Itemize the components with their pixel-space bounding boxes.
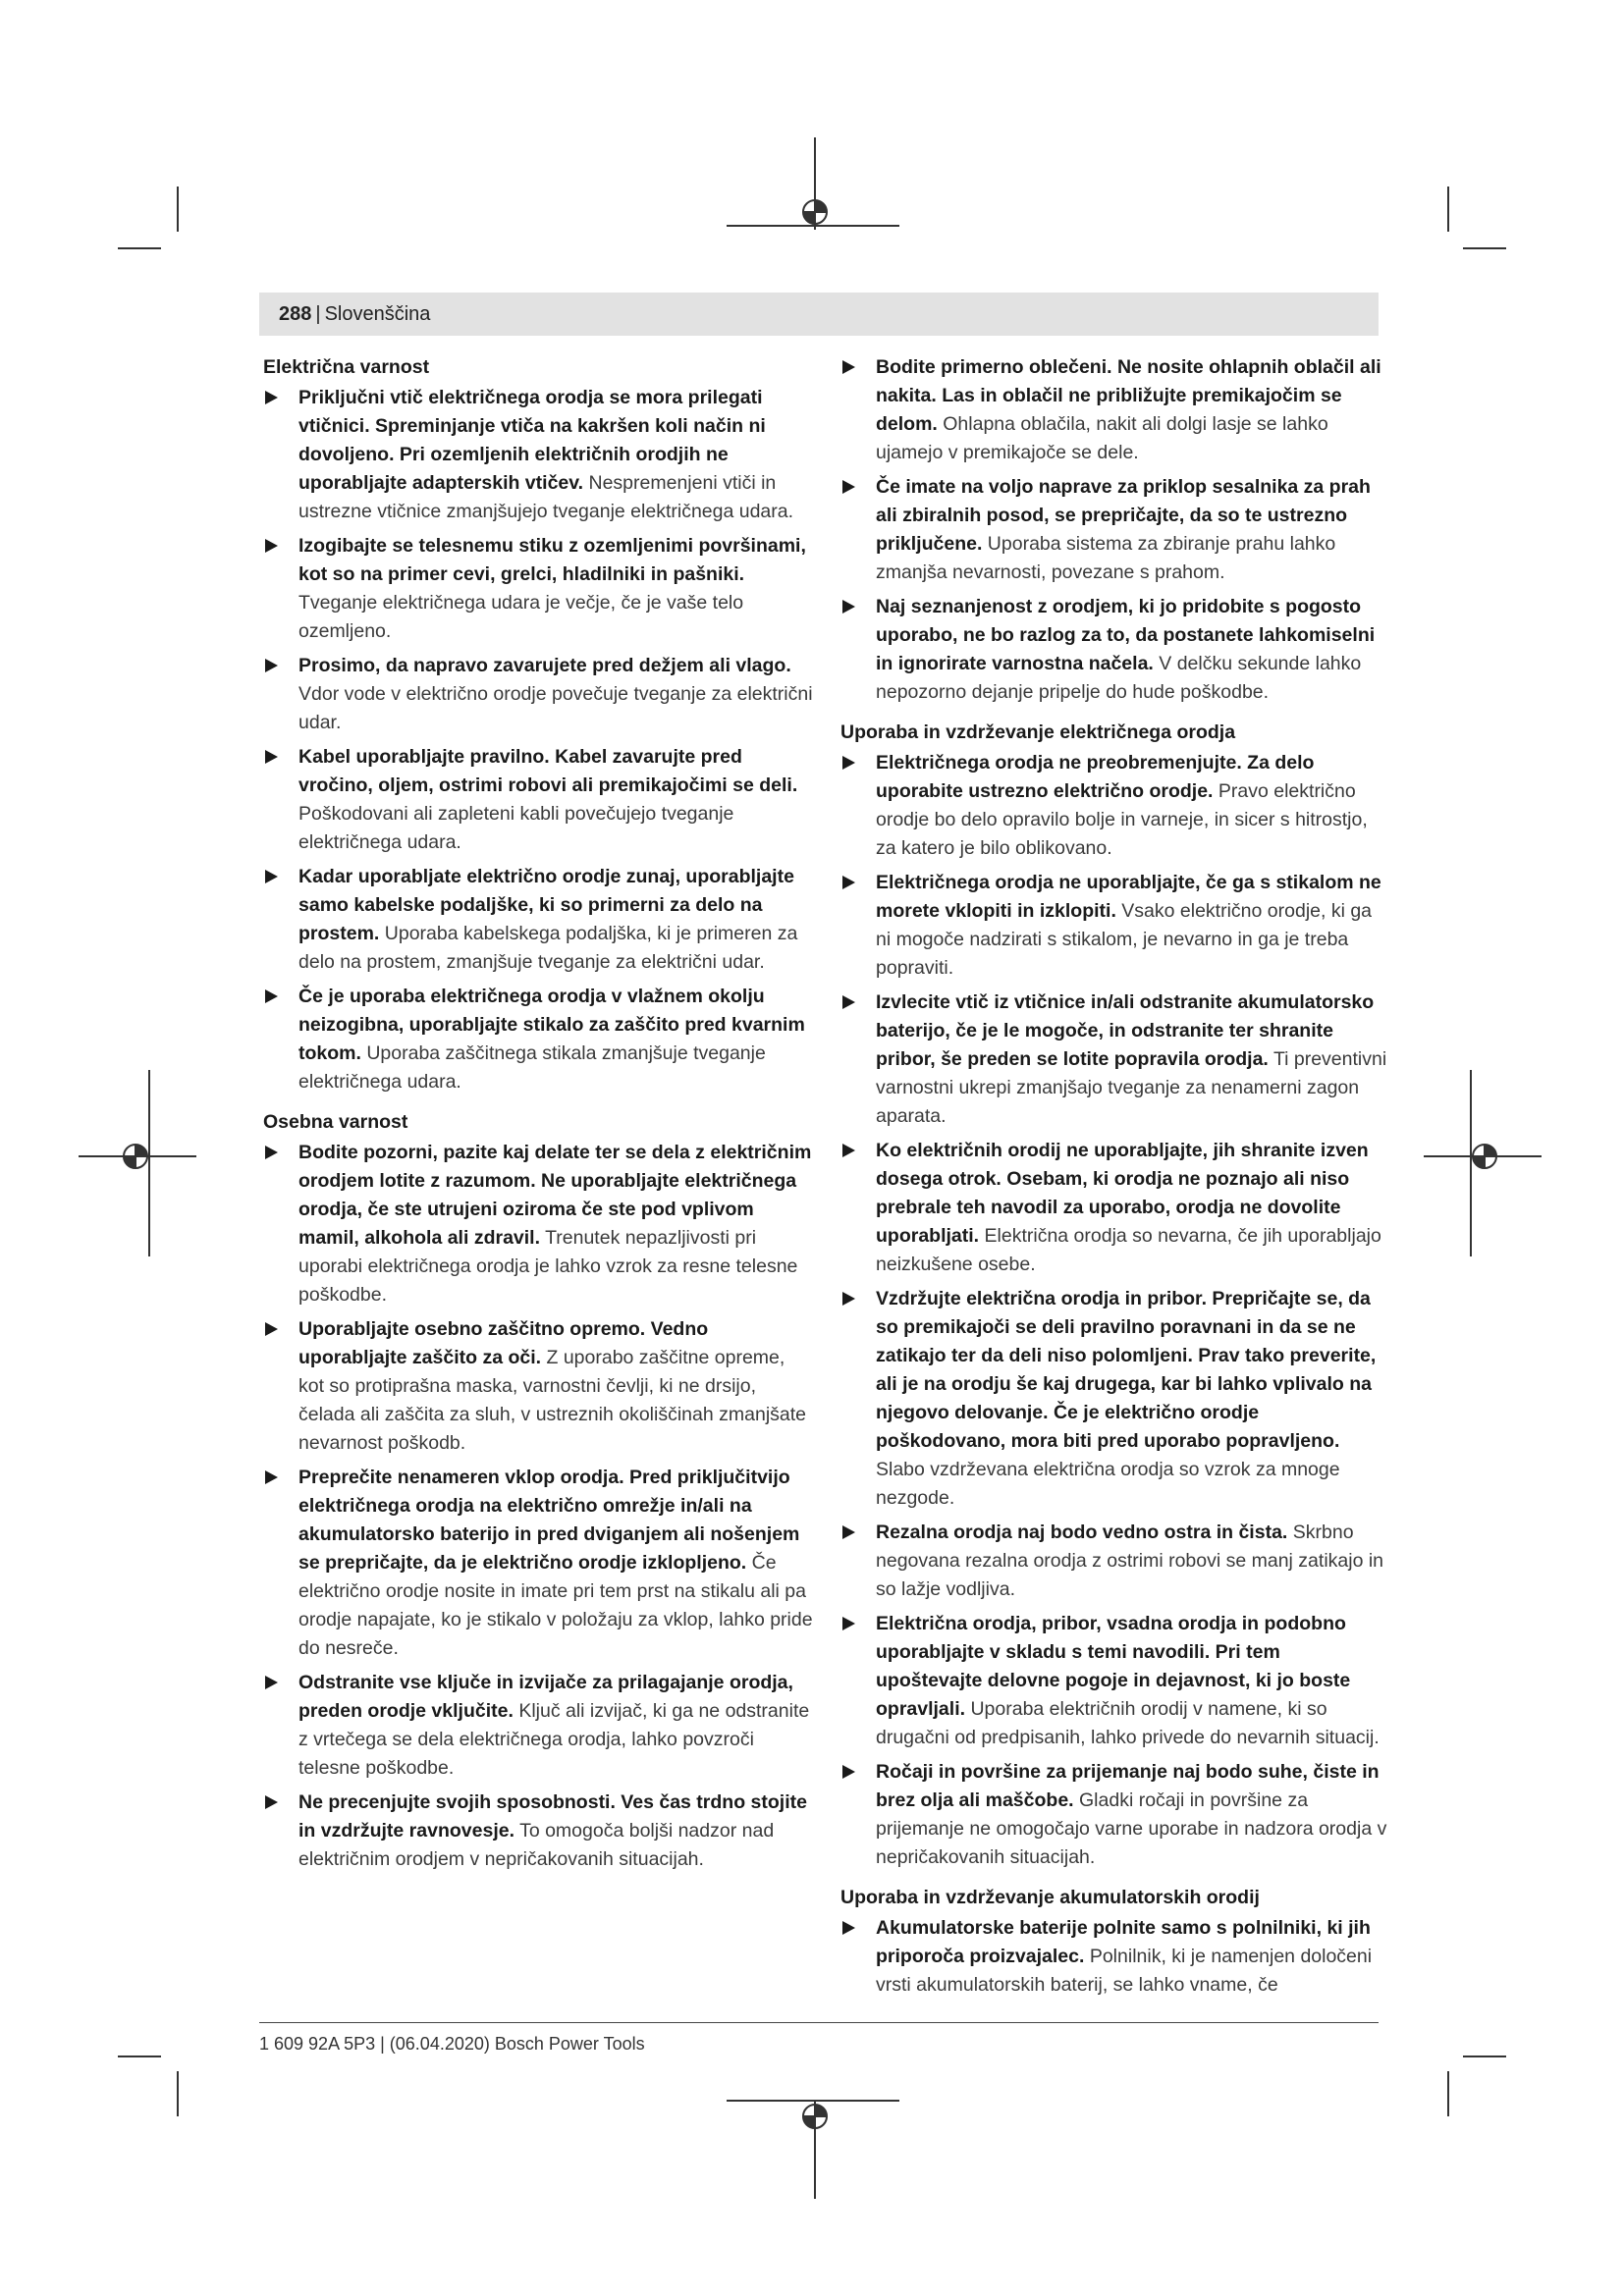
crop-mark (118, 2056, 161, 2057)
list-item (840, 1758, 1390, 1872)
list-item (840, 593, 1390, 707)
list-item (840, 1137, 1390, 1279)
bullet-arrow-icon (842, 1292, 855, 1306)
item-explanation: Uporaba kabelskega podaljška, ki je primeren za delo na prostem, zmanjšuje tveganje za električni udar. (298, 923, 798, 973)
item-instruction: Izogibajte se telesnemu stiku z ozemljenimi površinami, kot so na primer cevi, grelci, hladilniki in pašniki. (298, 535, 806, 585)
item-explanation: Uporaba zaščitnega stikala zmanjšuje tveganje električnega udara. (298, 1042, 766, 1093)
crop-mark (177, 187, 179, 232)
item-explanation: Ključ ali izvijač, ki ga ne odstranite z vrtečega se dela električnega orodja, lahko povzroči telesne poškodbe. (298, 1700, 810, 1779)
item-explanation: Uporaba sistema za zbiranje prahu lahko zmanjša nevarnosti, povezane s prahom. (876, 533, 1336, 583)
bullet-arrow-icon (265, 1470, 278, 1484)
registration-mark-right (1414, 1070, 1542, 1256)
crop-mark (1463, 2056, 1506, 2057)
page-number: 288 (279, 302, 312, 325)
list-item (263, 863, 813, 977)
bullet-arrow-icon (842, 1525, 855, 1539)
bullet-arrow-icon (265, 1146, 278, 1159)
list-item (840, 1610, 1390, 1752)
item-instruction: Akumulatorske baterije polnite samo s polnilniki, ki jih priporoča proizvajalec. (876, 1917, 1371, 1967)
list-item (840, 1519, 1390, 1604)
page-header (259, 293, 1379, 336)
list-item (263, 384, 813, 526)
item-explanation: Vdor vode v električno orodje povečuje tveganje za električni udar. (298, 683, 813, 733)
header-language: Slovenščina (324, 302, 431, 325)
registration-mark-bottom (727, 2061, 903, 2199)
registration-mark-top (727, 137, 903, 275)
item-instruction: Električnega orodja ne uporabljajte, če ga s stikalom ne morete vklopiti in izklopiti. (876, 872, 1381, 922)
bullet-arrow-icon (265, 750, 278, 764)
list-item (840, 749, 1390, 863)
item-explanation: Trenutek nepazljivosti pri uporabi električnega orodja je lahko vzrok za resne telesne poškodbe. (298, 1227, 798, 1306)
item-explanation: Ohlapna oblačila, nakit ali dolgi lasje se lahko ujamejo v premikajoče se dele. (876, 413, 1328, 463)
footer-text: 1 609 92A 5P3 | (06.04.2020) Bosch Power Tools (259, 2034, 645, 2054)
list-item (840, 1285, 1390, 1513)
bullet-arrow-icon (842, 1617, 855, 1630)
item-instruction: Kadar uporabljate električno orodje zunaj, uporabljajte samo kabelske podaljške, ki so primerni za delo na prostem. (298, 866, 794, 944)
item-instruction: Priključni vtič električnega orodja se mora prilegati vtičnici. Spreminjanje vtiča na kakršen koli način ni dovoljeno. Pri ozemljenih električnih orodjih ne uporabljajte adapterskih vtičev. (298, 387, 766, 494)
item-explanation: Nespremenjeni vtiči in ustrezne vtičnice zmanjšujejo tveganje električnega udara. (298, 472, 794, 522)
item-explanation: Tveganje električnega udara je večje, če je vaše telo ozemljeno. (298, 592, 744, 642)
header-separator: | (315, 302, 321, 325)
item-instruction: Vzdržujte električna orodja in pribor. Prepričajte se, da so premikajoči se deli pravilno poravnani in da se ne zatikajo ter da deli niso polomljeni. Prav tako preverite, ali je na orodju še kaj drugega, kar bi lahko vplivalo na njegovo delovanje. Če je električno orodje poškodovano, mora biti pred uporabo popravljeno. (876, 1288, 1377, 1452)
bullet-arrow-icon (265, 1322, 278, 1336)
item-instruction: Ročaji in površine za prijemanje naj bodo suhe, čiste in brez olja ali maščobe. (876, 1761, 1380, 1811)
bullet-arrow-icon (265, 989, 278, 1003)
registration-mark-left (79, 1070, 206, 1256)
item-explanation: Skrbno negovana rezalna orodja z ostrimi robovi se manj zatikajo in so lažje vodljiva. (876, 1522, 1384, 1600)
crop-mark (1447, 187, 1449, 232)
list-item (840, 473, 1390, 587)
section-title: Uporaba in vzdrževanje električnega orodja (840, 721, 1236, 743)
bullet-arrow-icon (842, 995, 855, 1009)
list-item (263, 532, 813, 646)
list-item (263, 983, 813, 1096)
list-item (263, 1315, 813, 1458)
crop-mark (1463, 247, 1506, 249)
bullet-arrow-icon (842, 876, 855, 889)
right-column (840, 353, 1390, 2005)
item-instruction: Ne precenjujte svojih sposobnosti. Ves čas trdno stojite in vzdržujte ravnovesje. (298, 1791, 807, 1842)
item-explanation: Poškodovani ali zapleteni kabli povečujejo tveganje električnega udara. (298, 803, 734, 853)
item-explanation: Če električno orodje nosite in imate pri tem prst na stikalu ali pa orodje napajate, ko je stikalo v položaju za vklop, lahko pride do nesreče. (298, 1552, 813, 1659)
item-instruction: Izvlecite vtič iz vtičnice in/ali odstranite akumulatorsko baterijo, če je le mogoče, in odstranite ter shranite pribor, še preden se lotite popravila orodja. (876, 991, 1375, 1070)
list-item (840, 1914, 1390, 2000)
item-instruction: Uporabljajte osebno zaščitno opremo. Vedno uporabljajte zaščito za oči. (298, 1318, 709, 1368)
crop-mark (118, 247, 161, 249)
item-explanation: Pravo električno orodje bo delo opravilo bolje in varneje, in sicer s hitrostjo, za katero je bilo oblikovano. (876, 780, 1368, 859)
item-instruction: Rezalna orodja naj bodo vedno ostra in čista. (876, 1522, 1288, 1543)
item-explanation: Gladki ročaji in površine za prijemanje ne omogočajo varne uporabe in nadzora orodja v nepričakovanih situacijah. (876, 1789, 1387, 1868)
crop-mark (177, 2071, 179, 2116)
footer-rule (259, 2022, 1379, 2023)
bullet-arrow-icon (842, 756, 855, 770)
list-item (263, 743, 813, 857)
bullet-arrow-icon (842, 1921, 855, 1935)
item-instruction: Bodite primerno oblečeni. Ne nosite ohlapnih oblačil ali nakita. Las in oblačil ne približujte premikajočim se delom. (876, 356, 1381, 435)
section-title: Uporaba in vzdrževanje akumulatorskih orodij (840, 1887, 1260, 1908)
bullet-arrow-icon (265, 1795, 278, 1809)
bullet-arrow-icon (842, 1144, 855, 1157)
bullet-arrow-icon (842, 600, 855, 614)
list-item (263, 652, 813, 737)
list-item (263, 1139, 813, 1309)
bullet-arrow-icon (265, 539, 278, 553)
item-instruction: Če imate na voljo naprave za priklop sesalnika za prah ali zbiralnih posod, se prepričajte, da so te ustrezno priključene. (876, 476, 1371, 555)
section-title: Električna varnost (263, 356, 430, 378)
item-explanation: Polnilnik, ki je namenjen določeni vrsti akumulatorskih baterij, se lahko vname, če (876, 1946, 1373, 1996)
list-item (263, 1789, 813, 1874)
list-item (263, 1464, 813, 1663)
item-instruction: Odstranite vse ključe in izvijače za prilagajanje orodja, preden orodje vključite. (298, 1672, 793, 1722)
item-instruction: Električnega orodja ne preobremenjujte. Za delo uporabite ustrezno električno orodje. (876, 752, 1315, 802)
item-instruction: Če je uporaba električnega orodja v vlažnem okolju neizogibna, uporabljajte stikalo za zaščito pred kvarnim tokom. (298, 986, 805, 1064)
bullet-arrow-icon (842, 1765, 855, 1779)
item-instruction: Kabel uporabljajte pravilno. Kabel zavarujte pred vročino, oljem, ostrimi robovi ali premikajočimi se deli. (298, 746, 798, 796)
list-item (840, 869, 1390, 983)
item-instruction: Električna orodja, pribor, vsadna orodja in podobno uporabljajte v skladu s temi navodili. Pri tem upoštevajte delovne pogoje in dejavnost, ki jo boste opravljali. (876, 1613, 1351, 1720)
bullet-arrow-icon (842, 360, 855, 374)
list-item (263, 1669, 813, 1783)
list-item (840, 353, 1390, 467)
bullet-arrow-icon (842, 480, 855, 494)
left-column (263, 353, 813, 1880)
item-explanation: Slabo vzdrževana električna orodja so vzrok za mnoge nezgode. (876, 1459, 1340, 1509)
section-title: Osebna varnost (263, 1111, 408, 1133)
item-instruction: Ko električnih orodij ne uporabljajte, jih shranite izven dosega otrok. Osebam, ki orodja ne poznajo ali niso prebrale teh navodil za uporabo, orodja ne dovolite uporabljati. (876, 1140, 1369, 1247)
bullet-arrow-icon (265, 870, 278, 883)
item-instruction: Naj seznanjenost z orodjem, ki jo pridobite s pogosto uporabo, ne bo razlog za to, da postanete lahkomiselni in ignorirate varnostna načela. (876, 596, 1376, 674)
item-explanation: To omogoča boljši nadzor nad električnim orodjem v nepričakovanih situacijah. (298, 1820, 775, 1870)
bullet-arrow-icon (265, 659, 278, 672)
bullet-arrow-icon (265, 391, 278, 404)
item-explanation: Ti preventivni varnostni ukrepi zmanjšajo tveganje za nenamerni zagon aparata. (876, 1048, 1387, 1127)
item-explanation: Uporaba električnih orodij v namene, ki so drugačni od predpisanih, lahko privede do nevarnih situacij. (876, 1698, 1380, 1748)
item-explanation: V delčku sekunde lahko nepozorno dejanje pripelje do hude poškodbe. (876, 653, 1362, 703)
item-instruction: Preprečite nenameren vklop orodja. Pred priključitvijo električnega orodja na električno omrežje in/ali na akumulatorsko baterijo in pred dviganjem ali nošenjem se prepričajte, da je električno orodje izklopljeno. (298, 1467, 800, 1574)
list-item (840, 988, 1390, 1131)
item-instruction: Prosimo, da napravo zavarujete pred dežjem ali vlago. (298, 655, 791, 676)
crop-mark (1447, 2071, 1449, 2116)
item-explanation: Električna orodja so nevarna, če jih uporabljajo neizkušene osebe. (876, 1225, 1381, 1275)
bullet-arrow-icon (265, 1676, 278, 1689)
item-explanation: Z uporabo zaščitne opreme, kot so protiprašna maska, varnostni čevlji, ki ne drsijo, čelada ali zaščita za sluh, v ustreznih okoliščinah zmanjšate nevarnost poškodb. (298, 1347, 807, 1454)
item-instruction: Bodite pozorni, pazite kaj delate ter se dela z električnim orodjem lotite z razumom. Ne uporabljajte električnega orodja, če ste utrujeni oziroma če ste pod vplivom mamil, alkohola ali zdravil. (298, 1142, 812, 1249)
item-explanation: Vsako električno orodje, ki ga ni mogoče nadzirati s stikalom, je nevarno in ga je treba popraviti. (876, 900, 1373, 979)
